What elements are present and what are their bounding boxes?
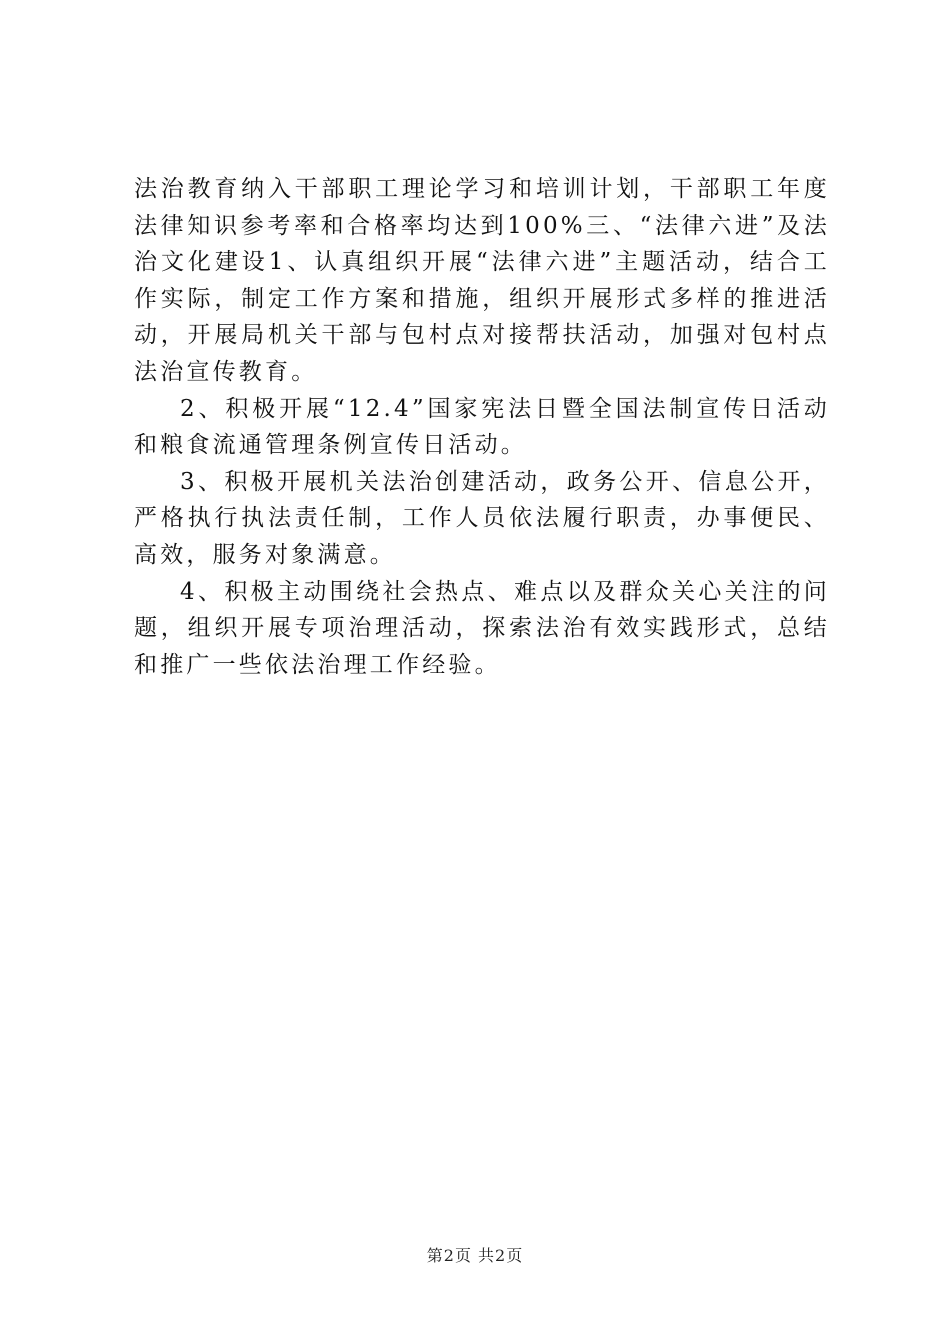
paragraph-continuation: 法治教育纳入干部职工理论学习和培训计划，干部职工年度法律知识参考率和合格率均达到100%三、“法律六进”及法治文化建设1、认真组织开展“法律六进”主题活动，结合工作实际，制定工作方案和措施，组织开展形式多样的推进活动，开展局机关干部与包村点对接帮扶活动，加强对包村点法治宣传教育。 [134,176,830,385]
page-footer [0,1243,950,1266]
page-number: 第2页 共2页 [426,1246,524,1265]
paragraph-item-2: 2、积极开展“12.4”国家宪法日暨全国法制宣传日活动和粮食流通管理条例宣传日活动。 [134,395,830,459]
document-body [134,171,830,683]
paragraph-item-4: 4、积极主动围绕社会热点、难点以及群众关心关注的问题，组织开展专项治理活动，探索法治有效实践形式，总结和推广一些依法治理工作经验。 [134,578,830,678]
paragraph-item-3: 3、积极开展机关法治创建活动，政务公开、信息公开，严格执行执法责任制，工作人员依法履行职责，办事便民、高效，服务对象满意。 [134,468,830,568]
